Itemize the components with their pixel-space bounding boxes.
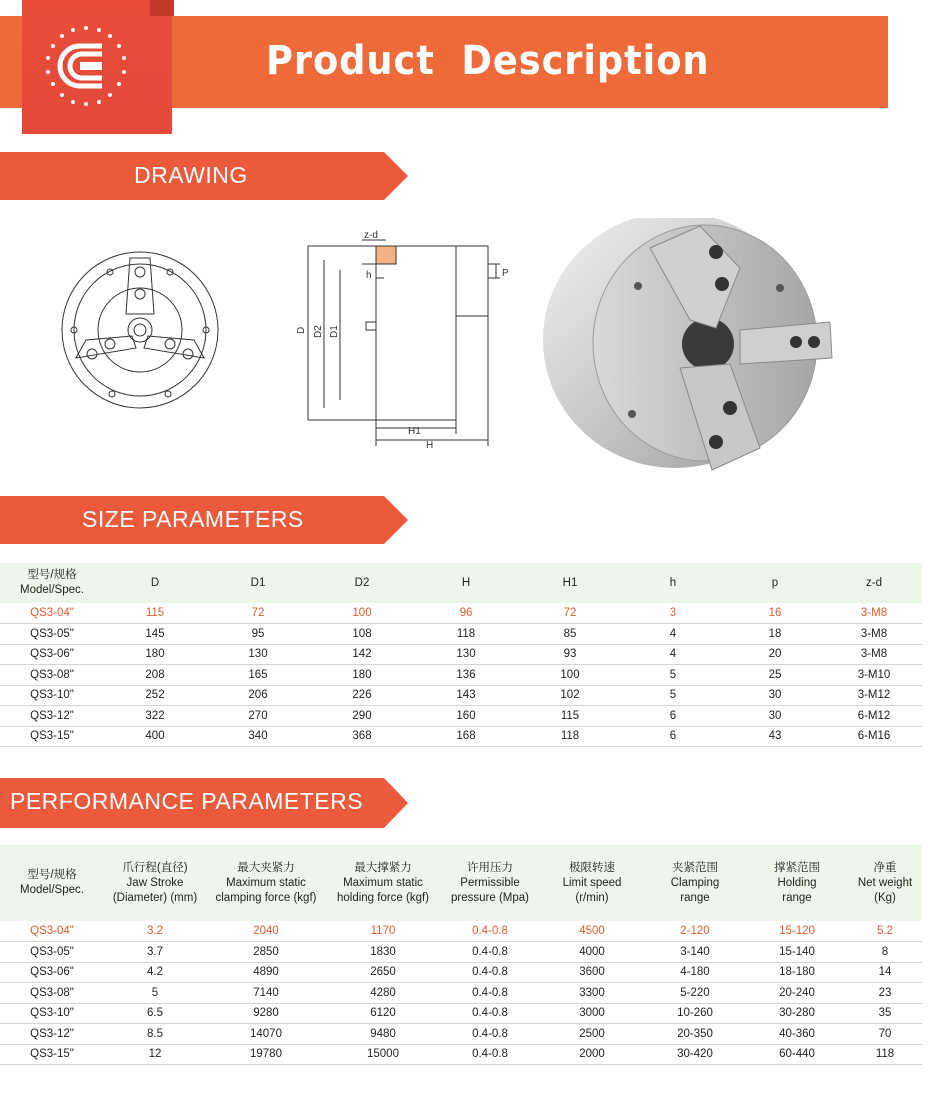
size-value-cell: 100 (518, 665, 622, 686)
size-value-cell: 93 (518, 644, 622, 665)
dim-label-h-small: h (366, 270, 372, 281)
perf-value-cell: 15-120 (746, 921, 848, 942)
perf-value-cell: 0.4-0.8 (440, 942, 540, 963)
size-value-cell: 100 (310, 603, 414, 624)
size-header-d2: D2 (310, 563, 414, 603)
size-value-cell: 143 (414, 685, 518, 706)
perf-value-cell: 1830 (326, 942, 440, 963)
perf-value-cell: 20-350 (644, 1024, 746, 1045)
perf-header-stroke-en: Jaw Stroke (126, 876, 184, 889)
table-row (0, 1024, 922, 1045)
dim-label-p: P (502, 268, 509, 279)
perf-value-cell: 2850 (206, 942, 326, 963)
size-value-cell: 25 (724, 665, 826, 686)
size-value-cell: 160 (414, 706, 518, 727)
dim-label-zd: z-d (364, 230, 378, 241)
table-row (0, 1003, 922, 1024)
perf-model-cell: QS3-04" (0, 921, 104, 942)
perf-value-cell: 15-140 (746, 942, 848, 963)
dim-label-d1: D1 (329, 325, 340, 338)
perf-header-clamp-en: Maximum static (226, 876, 306, 889)
size-table-header (0, 563, 922, 603)
table-row (0, 1044, 922, 1065)
table-row (0, 921, 922, 942)
dim-label-h: H (426, 440, 434, 451)
size-value-cell: 136 (414, 665, 518, 686)
perf-header-holdrange-en: Holding (777, 876, 817, 889)
size-header-d: D (104, 563, 206, 603)
page-title: Product Description (266, 38, 710, 84)
logo-fold (150, 0, 174, 16)
size-value-cell: 130 (414, 644, 518, 665)
perf-value-cell: 2-120 (644, 921, 746, 942)
perf-value-cell: 6.5 (104, 1003, 206, 1024)
perf-header-clamprange-cn: 夹紧范围 (672, 861, 718, 874)
dim-label-d: D (296, 326, 307, 334)
size-header-zd: z-d (826, 563, 922, 603)
size-header-p: p (724, 563, 826, 603)
perf-header-clamp-unit: clamping force (kgf) (215, 891, 317, 904)
size-value-cell: 16 (724, 603, 826, 624)
size-value-cell: 3-M12 (826, 685, 922, 706)
table-row (0, 665, 922, 686)
perf-value-cell: 30-280 (746, 1003, 848, 1024)
company-logo (44, 24, 128, 108)
size-value-cell: 3-M8 (826, 624, 922, 645)
perf-value-cell: 5-220 (644, 983, 746, 1004)
perf-value-cell: 4500 (540, 921, 644, 942)
perf-header-pressure-unit: pressure (Mpa) (451, 891, 529, 904)
side-view-drawing (308, 240, 500, 446)
product-photo (543, 218, 832, 470)
perf-value-cell: 3.2 (104, 921, 206, 942)
perf-value-cell: 40-360 (746, 1024, 848, 1045)
size-value-cell: 3 (622, 603, 724, 624)
perf-model-cell: QS3-15" (0, 1044, 104, 1065)
perf-header-model-cn: 型号/规格 (27, 869, 77, 881)
size-value-cell: 30 (724, 706, 826, 727)
size-value-cell: 4 (622, 644, 724, 665)
size-value-cell: 118 (518, 726, 622, 747)
size-value-cell: 142 (310, 644, 414, 665)
perf-value-cell: 19780 (206, 1044, 326, 1065)
size-header-h1: H1 (518, 563, 622, 603)
perf-value-cell: 12 (104, 1044, 206, 1065)
perf-value-cell: 8 (848, 942, 922, 963)
size-header-h-upper: H (414, 563, 518, 603)
size-model-cell: QS3-15" (0, 726, 104, 747)
perf-value-cell: 18-180 (746, 962, 848, 983)
size-value-cell: 3-M10 (826, 665, 922, 686)
size-value-cell: 85 (518, 624, 622, 645)
size-model-cell: QS3-08" (0, 665, 104, 686)
size-model-cell: QS3-05" (0, 624, 104, 645)
perf-value-cell: 118 (848, 1044, 922, 1065)
perf-value-cell: 14070 (206, 1024, 326, 1045)
size-value-cell: 270 (206, 706, 310, 727)
size-value-cell: 400 (104, 726, 206, 747)
size-value-cell: 6 (622, 706, 724, 727)
size-value-cell: 3-M8 (826, 644, 922, 665)
size-value-cell: 96 (414, 603, 518, 624)
section-title-size: SIZE PARAMETERS (82, 506, 304, 532)
section-title-performance: PERFORMANCE PARAMETERS (10, 788, 364, 814)
perf-value-cell: 0.4-0.8 (440, 1044, 540, 1065)
size-value-cell: 168 (414, 726, 518, 747)
table-row (0, 685, 922, 706)
perf-value-cell: 4280 (326, 983, 440, 1004)
table-row (0, 942, 922, 963)
perf-value-cell: 0.4-0.8 (440, 1024, 540, 1045)
section-banner-drawing (0, 152, 408, 200)
size-value-cell: 72 (518, 603, 622, 624)
section-banner-performance (0, 778, 408, 826)
perf-value-cell: 8.5 (104, 1024, 206, 1045)
perf-header-weight-unit: (Kg) (874, 891, 896, 904)
perf-header-clamprange-en2: range (680, 891, 710, 904)
perf-value-cell: 3.7 (104, 942, 206, 963)
size-header-d1: D1 (206, 563, 310, 603)
size-value-cell: 115 (104, 603, 206, 624)
size-value-cell: 72 (206, 603, 310, 624)
perf-value-cell: 4-180 (644, 962, 746, 983)
perf-value-cell: 9480 (326, 1024, 440, 1045)
perf-table-header (0, 845, 922, 921)
table-row (0, 624, 922, 645)
table-row (0, 983, 922, 1004)
perf-value-cell: 14 (848, 962, 922, 983)
size-value-cell: 30 (724, 685, 826, 706)
perf-header-hold-unit: holding force (kgf) (336, 891, 430, 904)
size-value-cell: 95 (206, 624, 310, 645)
size-value-cell: 180 (310, 665, 414, 686)
size-value-cell: 5 (622, 665, 724, 686)
size-value-cell: 6-M16 (826, 726, 922, 747)
size-value-cell: 145 (104, 624, 206, 645)
size-value-cell: 118 (414, 624, 518, 645)
perf-header-speed-unit: (r/min) (575, 891, 609, 904)
perf-header-stroke-unit: (Diameter) (mm) (112, 891, 198, 904)
size-model-cell: QS3-12" (0, 706, 104, 727)
dim-label-h1: H1 (408, 426, 421, 437)
perf-value-cell: 4.2 (104, 962, 206, 983)
perf-value-cell: 5.2 (848, 921, 922, 942)
size-value-cell: 115 (518, 706, 622, 727)
table-row (0, 644, 922, 665)
section-title-drawing: DRAWING (134, 162, 248, 188)
perf-value-cell: 70 (848, 1024, 922, 1045)
size-value-cell: 165 (206, 665, 310, 686)
perf-value-cell: 0.4-0.8 (440, 921, 540, 942)
perf-value-cell: 4890 (206, 962, 326, 983)
perf-value-cell: 2650 (326, 962, 440, 983)
perf-value-cell: 1170 (326, 921, 440, 942)
size-value-cell: 206 (206, 685, 310, 706)
perf-header-hold-en: Maximum static (343, 876, 423, 889)
perf-value-cell: 3-140 (644, 942, 746, 963)
performance-parameters-table (0, 845, 922, 1065)
perf-value-cell: 7140 (206, 983, 326, 1004)
size-value-cell: 20 (724, 644, 826, 665)
perf-model-cell: QS3-08" (0, 983, 104, 1004)
perf-value-cell: 2500 (540, 1024, 644, 1045)
perf-value-cell: 6120 (326, 1003, 440, 1024)
perf-model-cell: QS3-05" (0, 942, 104, 963)
perf-value-cell: 3000 (540, 1003, 644, 1024)
size-value-cell: 322 (104, 706, 206, 727)
size-parameters-table (0, 563, 922, 747)
table-row (0, 726, 922, 747)
perf-model-cell: QS3-12" (0, 1024, 104, 1045)
dim-label-d2: D2 (313, 325, 324, 338)
perf-value-cell: 20-240 (746, 983, 848, 1004)
perf-value-cell: 10-260 (644, 1003, 746, 1024)
perf-value-cell: 3600 (540, 962, 644, 983)
perf-header-holdrange-en2: range (782, 891, 812, 904)
table-row (0, 706, 922, 727)
size-model-cell: QS3-06" (0, 644, 104, 665)
size-value-cell: 290 (310, 706, 414, 727)
size-value-cell: 3-M8 (826, 603, 922, 624)
size-value-cell: 226 (310, 685, 414, 706)
table-row (0, 962, 922, 983)
size-value-cell: 43 (724, 726, 826, 747)
front-view-drawing (62, 252, 218, 408)
size-header-model-cn: 型号/规格 (27, 569, 77, 581)
size-model-cell: QS3-04" (0, 603, 104, 624)
perf-header-weight-cn: 净重 (873, 861, 897, 874)
perf-header-hold-cn: 最大撑紧力 (354, 861, 412, 874)
size-value-cell: 108 (310, 624, 414, 645)
perf-header-stroke-cn: 爪行程(直径) (122, 861, 188, 874)
size-value-cell: 340 (206, 726, 310, 747)
size-header-model-en: Model/Spec. (20, 584, 84, 596)
size-value-cell: 130 (206, 644, 310, 665)
perf-value-cell: 15000 (326, 1044, 440, 1065)
size-value-cell: 6-M12 (826, 706, 922, 727)
perf-value-cell: 2000 (540, 1044, 644, 1065)
perf-value-cell: 0.4-0.8 (440, 1003, 540, 1024)
perf-model-cell: QS3-06" (0, 962, 104, 983)
perf-header-pressure-cn: 许用压力 (467, 861, 513, 874)
perf-header-speed-cn: 极限转速 (569, 861, 615, 874)
size-value-cell: 18 (724, 624, 826, 645)
size-model-cell: QS3-10" (0, 685, 104, 706)
size-value-cell: 4 (622, 624, 724, 645)
perf-value-cell: 3300 (540, 983, 644, 1004)
perf-value-cell: 0.4-0.8 (440, 983, 540, 1004)
perf-value-cell: 35 (848, 1003, 922, 1024)
perf-header-clamprange-en: Clamping (670, 876, 720, 889)
perf-value-cell: 4000 (540, 942, 644, 963)
perf-header-speed-en: Limit speed (562, 876, 622, 889)
perf-header-weight-en: Net weight (857, 876, 913, 889)
perf-value-cell: 5 (104, 983, 206, 1004)
size-value-cell: 252 (104, 685, 206, 706)
technical-drawing (40, 218, 900, 488)
section-banner-size (0, 496, 408, 544)
perf-value-cell: 23 (848, 983, 922, 1004)
size-value-cell: 102 (518, 685, 622, 706)
perf-header-model-en: Model/Spec. (20, 884, 84, 896)
size-value-cell: 6 (622, 726, 724, 747)
size-header-h-lower: h (622, 563, 724, 603)
perf-value-cell: 2040 (206, 921, 326, 942)
perf-value-cell: 0.4-0.8 (440, 962, 540, 983)
perf-header-pressure-en: Permissible (460, 876, 520, 889)
table-row (0, 603, 922, 624)
size-value-cell: 180 (104, 644, 206, 665)
perf-value-cell: 60-440 (746, 1044, 848, 1065)
perf-header-clamp-cn: 最大夹紧力 (237, 861, 295, 874)
perf-value-cell: 30-420 (644, 1044, 746, 1065)
perf-model-cell: QS3-10" (0, 1003, 104, 1024)
size-value-cell: 5 (622, 685, 724, 706)
size-value-cell: 208 (104, 665, 206, 686)
perf-value-cell: 9280 (206, 1003, 326, 1024)
size-value-cell: 368 (310, 726, 414, 747)
perf-header-holdrange-cn: 撑紧范围 (774, 861, 820, 874)
